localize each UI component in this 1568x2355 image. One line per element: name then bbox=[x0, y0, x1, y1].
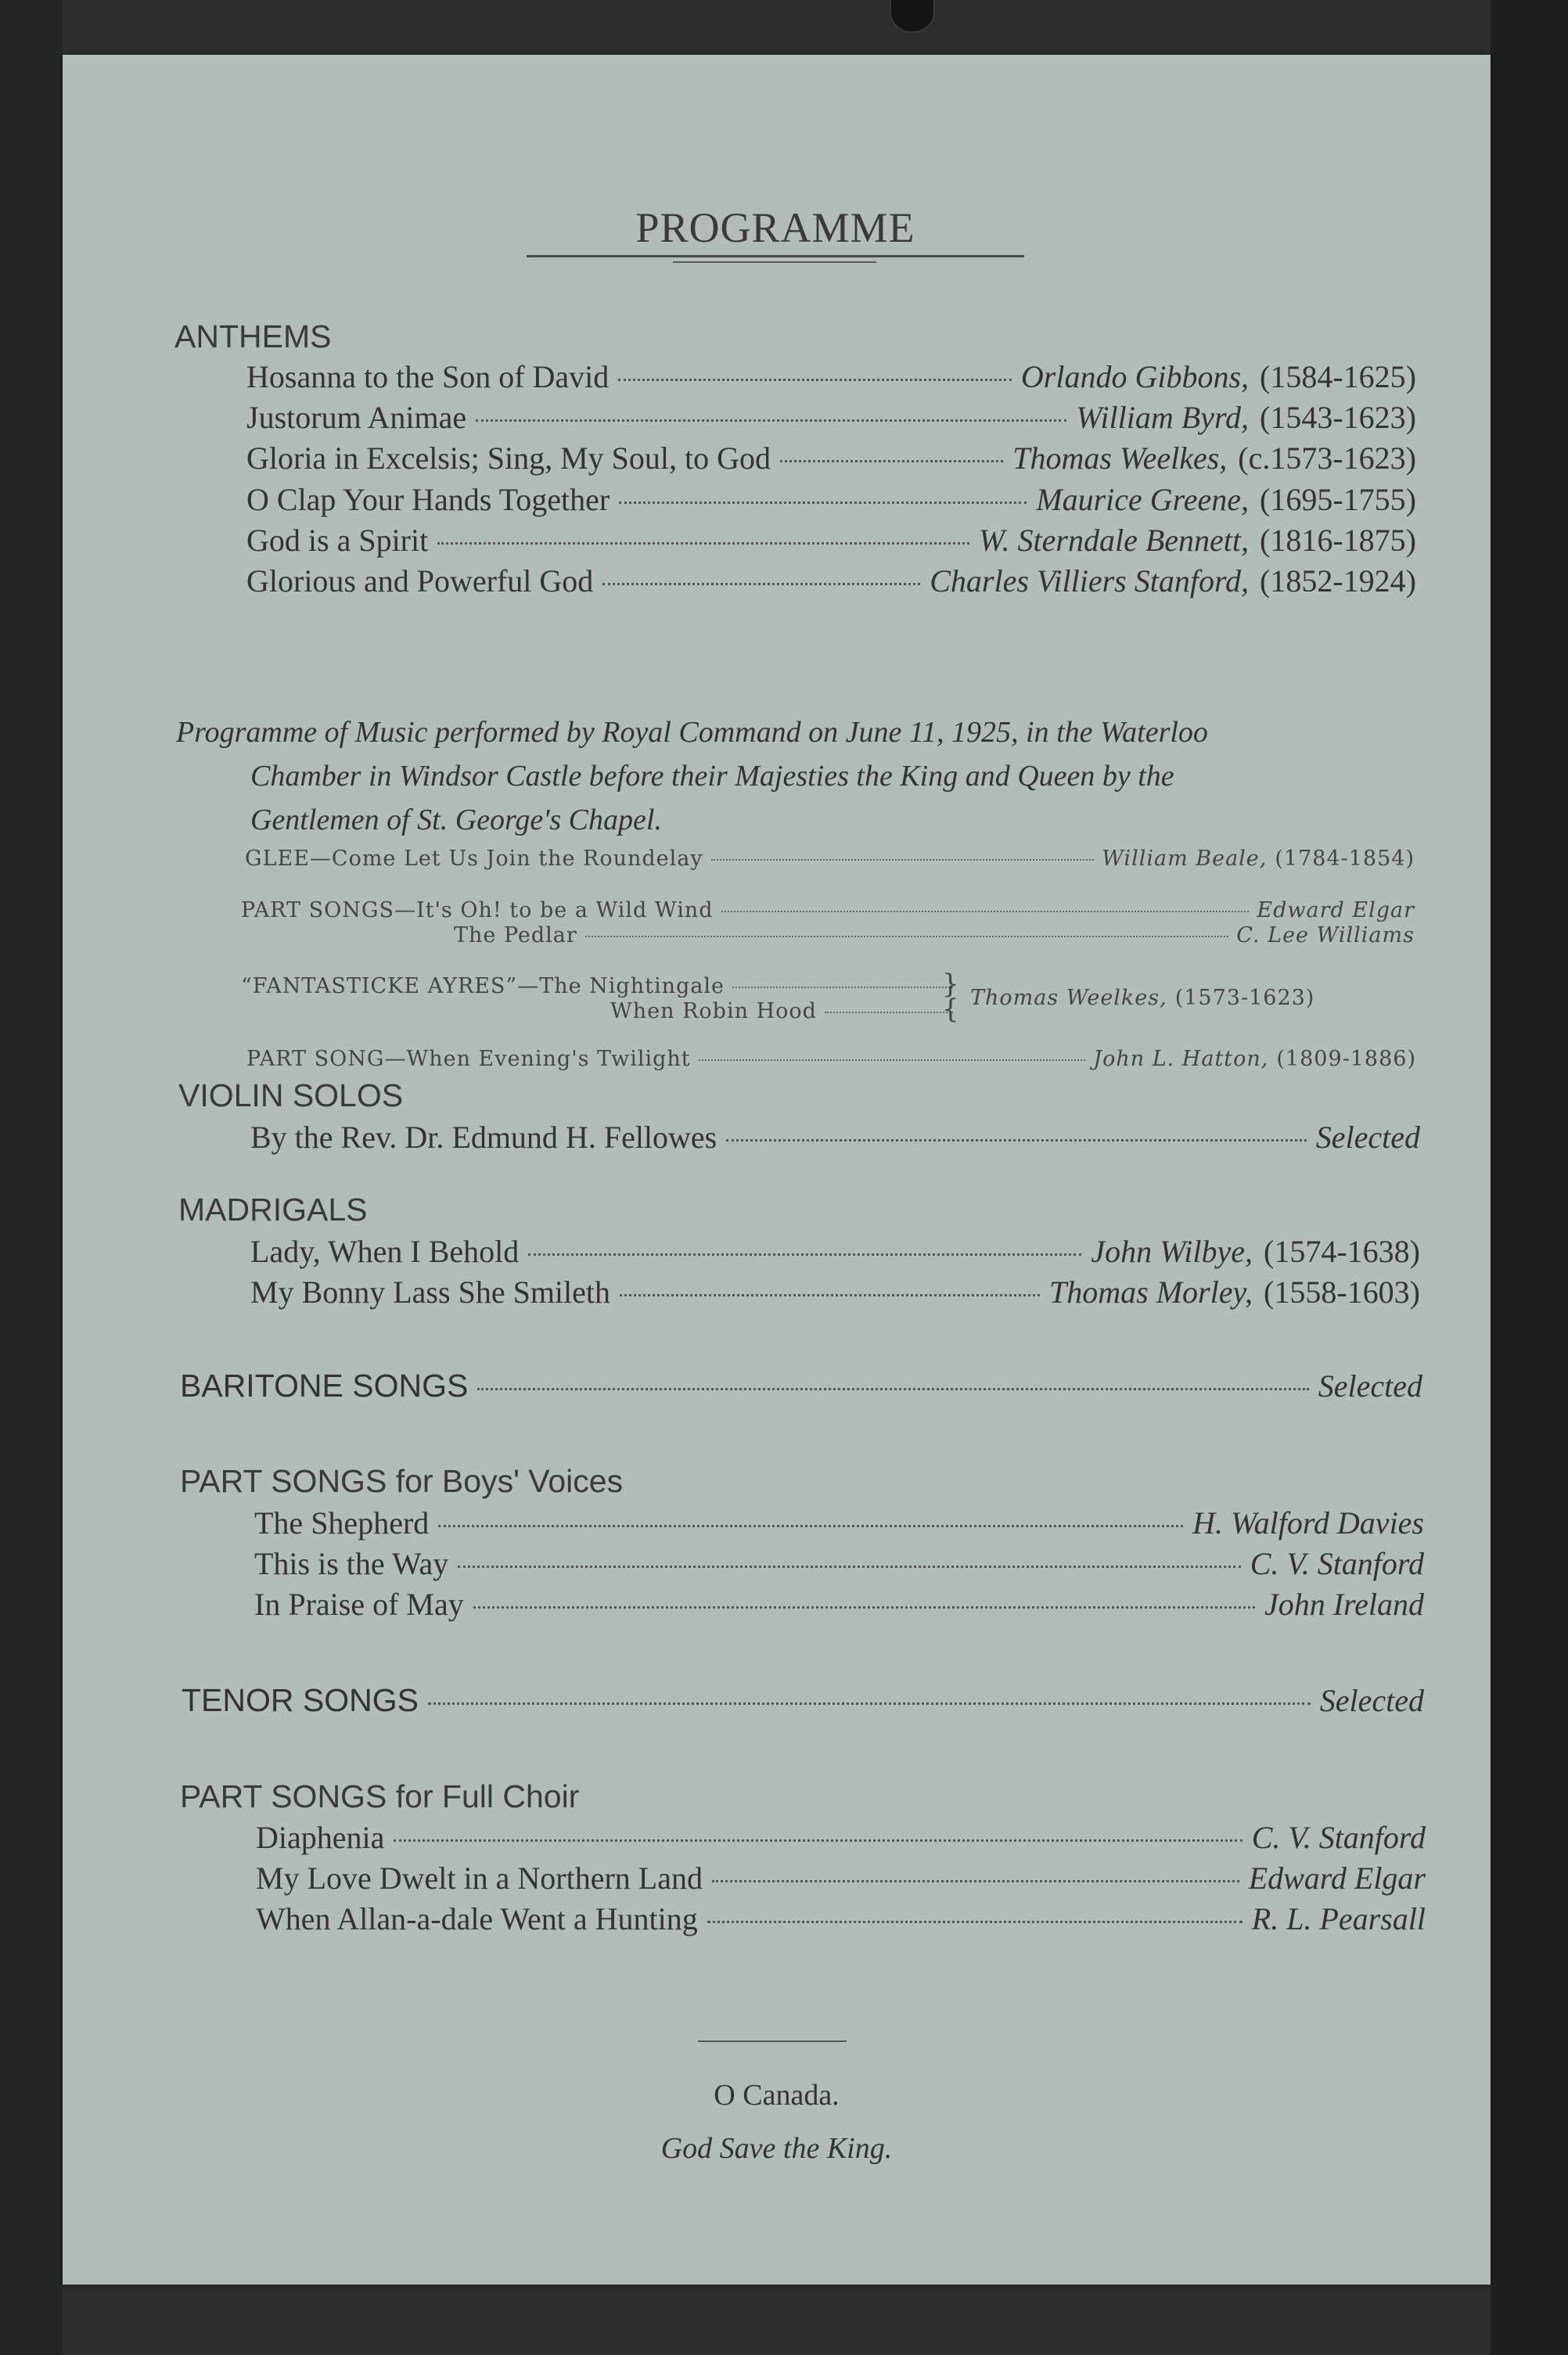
entry-title: The Shepherd bbox=[254, 1505, 430, 1541]
entry-composer: Selected bbox=[1318, 1368, 1422, 1404]
entry-title: When Robin Hood bbox=[610, 999, 817, 1023]
programme-entry bbox=[254, 1545, 1424, 1582]
programme-entry bbox=[250, 1274, 1420, 1311]
mounting-pin bbox=[890, 0, 935, 33]
entry-composer: Selected bbox=[1319, 1683, 1424, 1718]
programme-sheet bbox=[63, 55, 1491, 2285]
entry-dates: (1574-1638) bbox=[1264, 1234, 1420, 1269]
entry-title: GLEE—Come Let Us Join the Roundelay bbox=[245, 847, 703, 871]
entry-composer: C. Lee Williams bbox=[1236, 923, 1415, 947]
programme-entry bbox=[246, 399, 1416, 436]
dot-leader bbox=[458, 1566, 1240, 1568]
programme-entry bbox=[250, 1119, 1420, 1156]
closing-anthem: O Canada. bbox=[714, 2079, 840, 2112]
dot-leader bbox=[618, 379, 1012, 381]
dot-leader bbox=[438, 1525, 1183, 1527]
boys-heading: PART SONGS for Boys' Voices bbox=[180, 1463, 624, 1499]
entry-composer: Edward Elgar bbox=[1257, 898, 1415, 922]
programme-entry bbox=[241, 898, 1415, 922]
dot-leader bbox=[585, 936, 1228, 937]
dot-leader bbox=[528, 1253, 1081, 1256]
anthems-heading: ANTHEMS bbox=[174, 318, 332, 354]
brace-bottom: { bbox=[942, 994, 959, 1025]
title-underline-short bbox=[673, 261, 876, 263]
dot-leader bbox=[726, 1139, 1307, 1142]
dot-leader bbox=[707, 1921, 1243, 1923]
entry-dates: (1695-1755) bbox=[1260, 482, 1416, 517]
programme-entry bbox=[246, 358, 1416, 395]
entry-composer: Charles Villiers Stanford, bbox=[930, 563, 1250, 599]
closing-rule bbox=[698, 2040, 847, 2042]
entry-composer: Thomas Weelkes, bbox=[970, 986, 1167, 1010]
entry-title: Hosanna to the Son of David bbox=[246, 359, 610, 394]
entry-dates: (1809-1886) bbox=[1276, 1047, 1416, 1071]
entry-title: When Allan-a-dale Went a Hunting bbox=[256, 1901, 698, 1936]
entry-title: By the Rev. Dr. Edmund H. Fellowes bbox=[250, 1120, 717, 1155]
programme-entry bbox=[610, 994, 961, 1025]
note-line: Chamber in Windsor Castle before their Majesties the King and Queen by the bbox=[250, 760, 1174, 793]
entry-title: PART SONG—When Evening's Twilight bbox=[246, 1047, 691, 1071]
entry-dates: (1543-1623) bbox=[1260, 400, 1416, 435]
programme-entry bbox=[246, 522, 1416, 559]
programme-entry bbox=[250, 1233, 1420, 1270]
dot-leader bbox=[780, 460, 1003, 462]
note-line: Programme of Music performed by Royal Command on June 11, 1925, in the Waterloo bbox=[176, 716, 1208, 749]
entry-dates: (1852-1924) bbox=[1260, 563, 1416, 599]
entry-composer: H. Walford Davies bbox=[1192, 1505, 1424, 1541]
entry-composer: John Ireland bbox=[1264, 1587, 1424, 1622]
programme-entry bbox=[246, 563, 1416, 599]
programme-entry bbox=[246, 440, 1416, 476]
note-line: Gentlemen of St. George's Chapel. bbox=[250, 804, 662, 836]
entry-title: The Pedlar bbox=[454, 923, 577, 947]
entry-composer: Orlando Gibbons, bbox=[1020, 359, 1250, 394]
dot-leader bbox=[619, 502, 1027, 504]
entry-title: My Bonny Lass She Smileth bbox=[250, 1275, 611, 1310]
entry-composer: C. V. Stanford bbox=[1250, 1546, 1424, 1581]
entry-title: This is the Way bbox=[254, 1546, 449, 1581]
entry-title: O Clap Your Hands Together bbox=[246, 482, 610, 517]
programme-entry bbox=[254, 1586, 1424, 1623]
programme-entry bbox=[256, 1900, 1426, 1937]
entry-composer: Thomas Morley, bbox=[1049, 1275, 1253, 1310]
royal-command-note bbox=[176, 710, 1420, 842]
violin-heading: VIOLIN SOLOS bbox=[178, 1077, 404, 1113]
programme-entry bbox=[454, 923, 1415, 947]
dot-leader bbox=[394, 1839, 1242, 1842]
entry-title: My Love Dwelt in a Northern Land bbox=[256, 1861, 703, 1896]
entry-title: Diaphenia bbox=[256, 1820, 385, 1855]
closing-anthem-royal: God Save the King. bbox=[660, 2132, 893, 2165]
entry-title: Justorum Animae bbox=[246, 400, 467, 435]
entry-title: Lady, When I Behold bbox=[250, 1234, 520, 1269]
entry-composer: William Byrd, bbox=[1076, 400, 1250, 435]
entry-composer: W. Sterndale Bennett, bbox=[978, 523, 1250, 558]
entry-composer: Maurice Greene, bbox=[1036, 482, 1250, 517]
dot-leader bbox=[477, 1388, 1308, 1390]
dot-leader bbox=[732, 987, 953, 988]
entry-dates: (c.1573-1623) bbox=[1238, 440, 1416, 476]
programme-entry bbox=[180, 1368, 1422, 1404]
entry-composer: John L. Hatton, bbox=[1093, 1047, 1269, 1071]
dot-leader bbox=[428, 1702, 1311, 1705]
entry-title: In Praise of May bbox=[254, 1587, 464, 1622]
entry-dates: (1584-1625) bbox=[1260, 359, 1416, 394]
programme-entry bbox=[241, 969, 961, 1000]
programme-entry bbox=[246, 1047, 1416, 1071]
entry-composer: Edward Elgar bbox=[1248, 1861, 1426, 1896]
background-left bbox=[0, 0, 63, 2355]
programme-entry bbox=[182, 1682, 1424, 1719]
entry-dates: (1816-1875) bbox=[1260, 523, 1416, 558]
entry-composer: R. L. Pearsall bbox=[1251, 1901, 1426, 1936]
entry-title: God is a Spirit bbox=[246, 523, 429, 558]
programme-entry bbox=[256, 1819, 1426, 1856]
background-right bbox=[1491, 0, 1568, 2355]
dot-leader bbox=[620, 1294, 1040, 1296]
entry-dates: (1558-1603) bbox=[1264, 1275, 1420, 1310]
entry-composer: William Beale, bbox=[1102, 847, 1268, 871]
dot-leader bbox=[699, 1059, 1086, 1061]
dot-leader bbox=[476, 419, 1066, 422]
programme-entry bbox=[246, 481, 1416, 518]
entry-title: PART SONGS—It's Oh! to be a Wild Wind bbox=[241, 898, 714, 922]
entry-title: Gloria in Excelsis; Sing, My Soul, to God bbox=[246, 440, 771, 476]
dot-leader bbox=[721, 911, 1250, 912]
entry-composer: John Wilbye, bbox=[1091, 1234, 1253, 1269]
dot-leader bbox=[602, 583, 920, 585]
madrigals-heading: MADRIGALS bbox=[178, 1192, 368, 1228]
entry-dates: (1784-1854) bbox=[1275, 847, 1415, 871]
entry-title: TENOR SONGS bbox=[182, 1682, 419, 1718]
page-title: PROGRAMME bbox=[635, 204, 915, 251]
entry-title: “FANTASTICKE AYRES”—The Nightingale bbox=[241, 974, 725, 998]
entry-composer: C. V. Stanford bbox=[1251, 1820, 1426, 1855]
title-underline bbox=[527, 255, 1024, 257]
dot-leader bbox=[712, 1880, 1239, 1882]
programme-entry bbox=[245, 847, 1415, 871]
dot-leader bbox=[437, 542, 969, 545]
entry-composer: Thomas Weelkes, bbox=[1012, 440, 1228, 476]
dot-leader bbox=[473, 1606, 1255, 1609]
programme-entry bbox=[256, 1860, 1426, 1897]
entry-title: BARITONE SONGS bbox=[180, 1368, 469, 1404]
ayres-attribution bbox=[970, 986, 1314, 1010]
programme-entry bbox=[254, 1505, 1424, 1541]
entry-dates: (1573-1623) bbox=[1174, 986, 1315, 1010]
entry-title: Glorious and Powerful God bbox=[246, 563, 594, 599]
full-choir-heading: PART SONGS for Full Choir bbox=[180, 1778, 580, 1814]
dot-leader bbox=[825, 1012, 953, 1013]
dot-leader bbox=[711, 859, 1095, 861]
brace-top: } bbox=[942, 969, 959, 1000]
entry-composer: Selected bbox=[1315, 1120, 1420, 1155]
